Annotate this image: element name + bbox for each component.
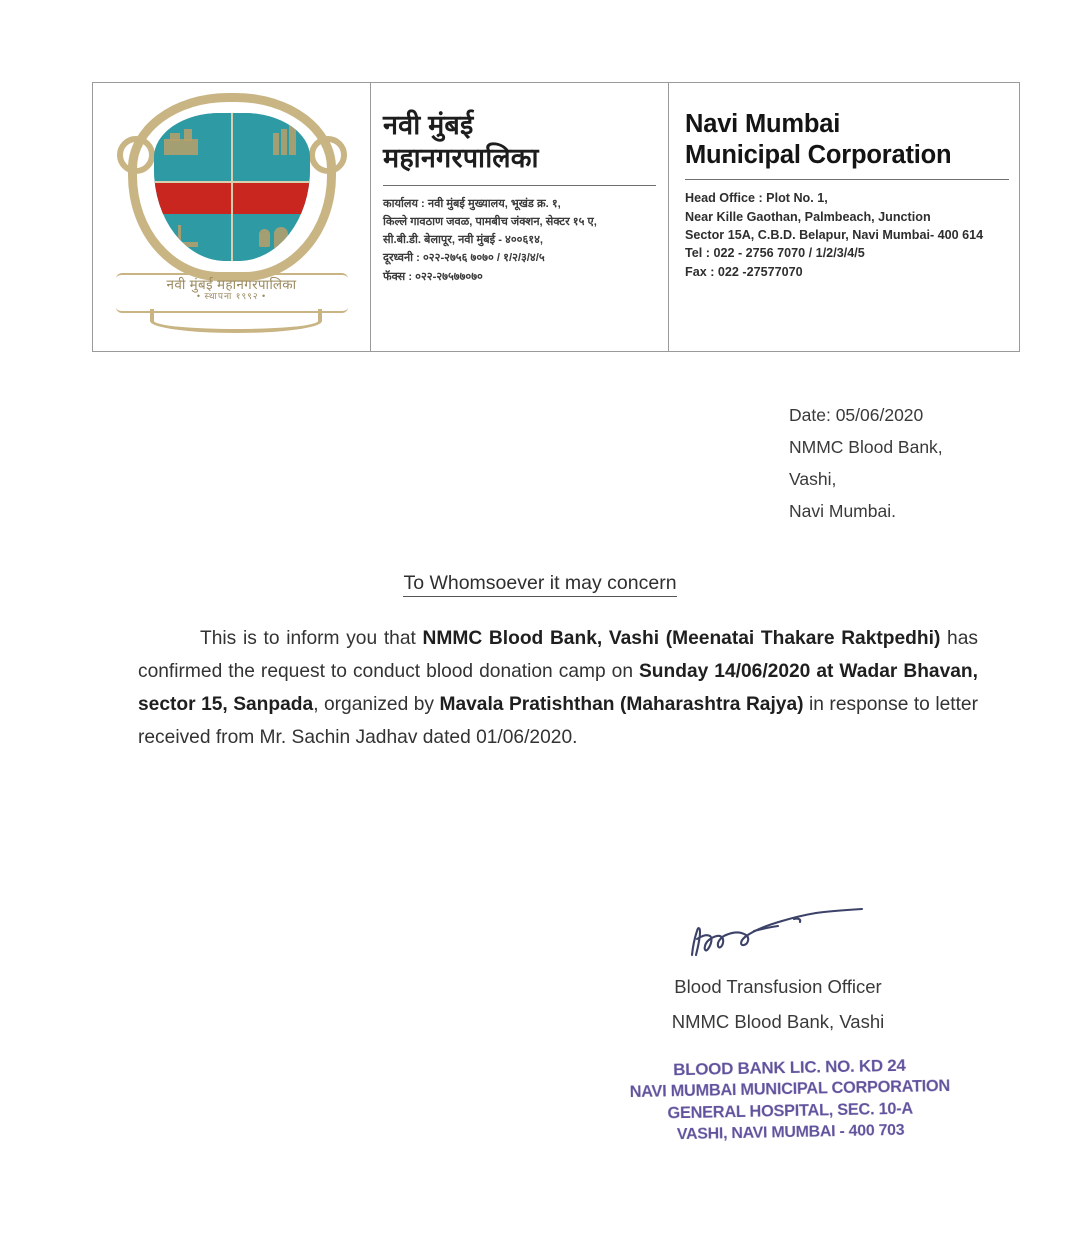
letter-date: Date: 05/06/2020 (789, 405, 924, 425)
address-english-line: Near Kille Gaothan, Palmbeach, Junction (685, 209, 931, 224)
letterhead-marathi-cell (371, 83, 669, 351)
handwritten-signature-icon (688, 905, 888, 963)
body-segment-camp-details: Sunday 14/06/2020 at Wadar Bhavan, sector 15, Sanpada (138, 661, 978, 716)
sender-line-2: Vashi, (789, 468, 837, 489)
body-segment-intro: This is to inform you that (200, 628, 423, 649)
signatory-designation: Blood Transfusion Officer (674, 976, 882, 997)
org-title-english-line1: Navi Mumbai (685, 110, 841, 138)
org-address-english (685, 189, 1009, 281)
org-title-english (685, 109, 1009, 170)
address-marathi-line: सी.बी.डी. बेलापूर, नवी मुंबई - ४००६१४, (383, 234, 544, 247)
address-english-line: Sector 15A, C.B.D. Belapur, Navi Mumbai- 400 614 (685, 227, 984, 242)
emblem-scroll-foot (150, 309, 322, 333)
letter-body-paragraph (138, 622, 978, 754)
org-title-marathi-line2: महानगरपालिका (383, 143, 539, 174)
letterhead-english-cell (669, 83, 1019, 351)
address-marathi-line: फॅक्स : ०२२-२७५७७०७० (383, 270, 483, 283)
emblem-banner-title: नवी मुंबई महानगरपालिका (166, 277, 297, 292)
address-english-line: Tel : 022 - 2756 7070 / 1/2/3/4/5 (685, 246, 865, 261)
emblem-sail-motif (178, 225, 181, 243)
subject-heading (0, 572, 1080, 595)
sender-line-3: Navi Mumbai. (789, 500, 896, 521)
address-marathi-line: दूरध्वनी : ०२२-२७५६ ७०७० / १/२/३/४/५ (383, 252, 545, 265)
emblem-tower-motif (281, 129, 287, 155)
emblem-shield (154, 113, 310, 261)
sender-line-1: NMMC Blood Bank, (789, 436, 943, 457)
emblem-building-motif (164, 139, 198, 155)
emblem-tower-motif (289, 125, 296, 155)
emblem-cross-vertical (231, 113, 233, 261)
english-title-divider (685, 179, 1009, 180)
body-segment-confirmed: has confirmed the request to conduct blood donation camp on (138, 628, 978, 683)
org-title-marathi-line1: नवी मुंबई (383, 110, 474, 140)
body-segment-organizer: Mavala Pratishthan (Maharashtra Rajya) (439, 694, 804, 716)
address-marathi-line: किल्ले गावठाण जवळ, पामबीच जंक्शन, सेक्टर १५ ए, (383, 216, 597, 229)
stamp-line-address: VASHI, NAVI MUMBAI - 400 703 (676, 1121, 905, 1144)
subject-heading-text: To Whomsoever it may concern (403, 572, 676, 597)
stamp-line-corporation: NAVI MUMBAI MUNICIPAL CORPORATION (629, 1076, 951, 1102)
stamp-line-license: BLOOD BANK LIC. NO. KD 24 (673, 1055, 906, 1080)
official-rubber-stamp (599, 1054, 981, 1145)
letterhead (92, 82, 1020, 352)
signatory-office: NMMC Blood Bank, Vashi (671, 1011, 885, 1033)
marathi-title-divider (383, 185, 656, 186)
letterhead-emblem-cell (93, 83, 371, 351)
emblem-figure-motif (274, 227, 288, 249)
emblem-banner (116, 273, 348, 313)
org-address-marathi (383, 195, 656, 286)
org-title-marathi (383, 109, 656, 176)
emblem-boat-motif (168, 242, 198, 247)
org-title-english-line2: Municipal Corporation (685, 140, 952, 169)
emblem-quadrant-top-right (232, 113, 310, 187)
emblem-banner-year: • स्थापना १९९२ • (196, 291, 267, 302)
signature-block (628, 905, 928, 1039)
date-and-sender-block (789, 400, 943, 527)
emblem-figure-motif (259, 229, 270, 247)
body-segment-organized: , organized by (313, 694, 440, 716)
letter-body (138, 622, 978, 754)
body-segment-reference: in response to letter received from Mr. Sachin Jadhav dated 01/06/2020. (138, 694, 978, 749)
signature-caption (628, 969, 928, 1039)
body-segment-bloodbank: NMMC Blood Bank, Vashi (Meenatai Thakare Raktpedhi) (422, 628, 941, 649)
nmmc-emblem-icon (114, 87, 350, 331)
address-english-line: Head Office : Plot No. 1, (685, 191, 828, 206)
emblem-building-motif (170, 133, 180, 141)
emblem-tower-motif (273, 133, 279, 155)
emblem-building-motif (184, 129, 192, 141)
stamp-line-hospital: GENERAL HOSPITAL, SEC. 10-A (667, 1099, 914, 1123)
address-marathi-line: कार्यालय : नवी मुंबई मुख्यालय, भूखंड क्र. १, (383, 197, 561, 210)
emblem-cross-horizontal (154, 181, 310, 183)
address-english-line: Fax : 022 -27577070 (685, 264, 803, 279)
